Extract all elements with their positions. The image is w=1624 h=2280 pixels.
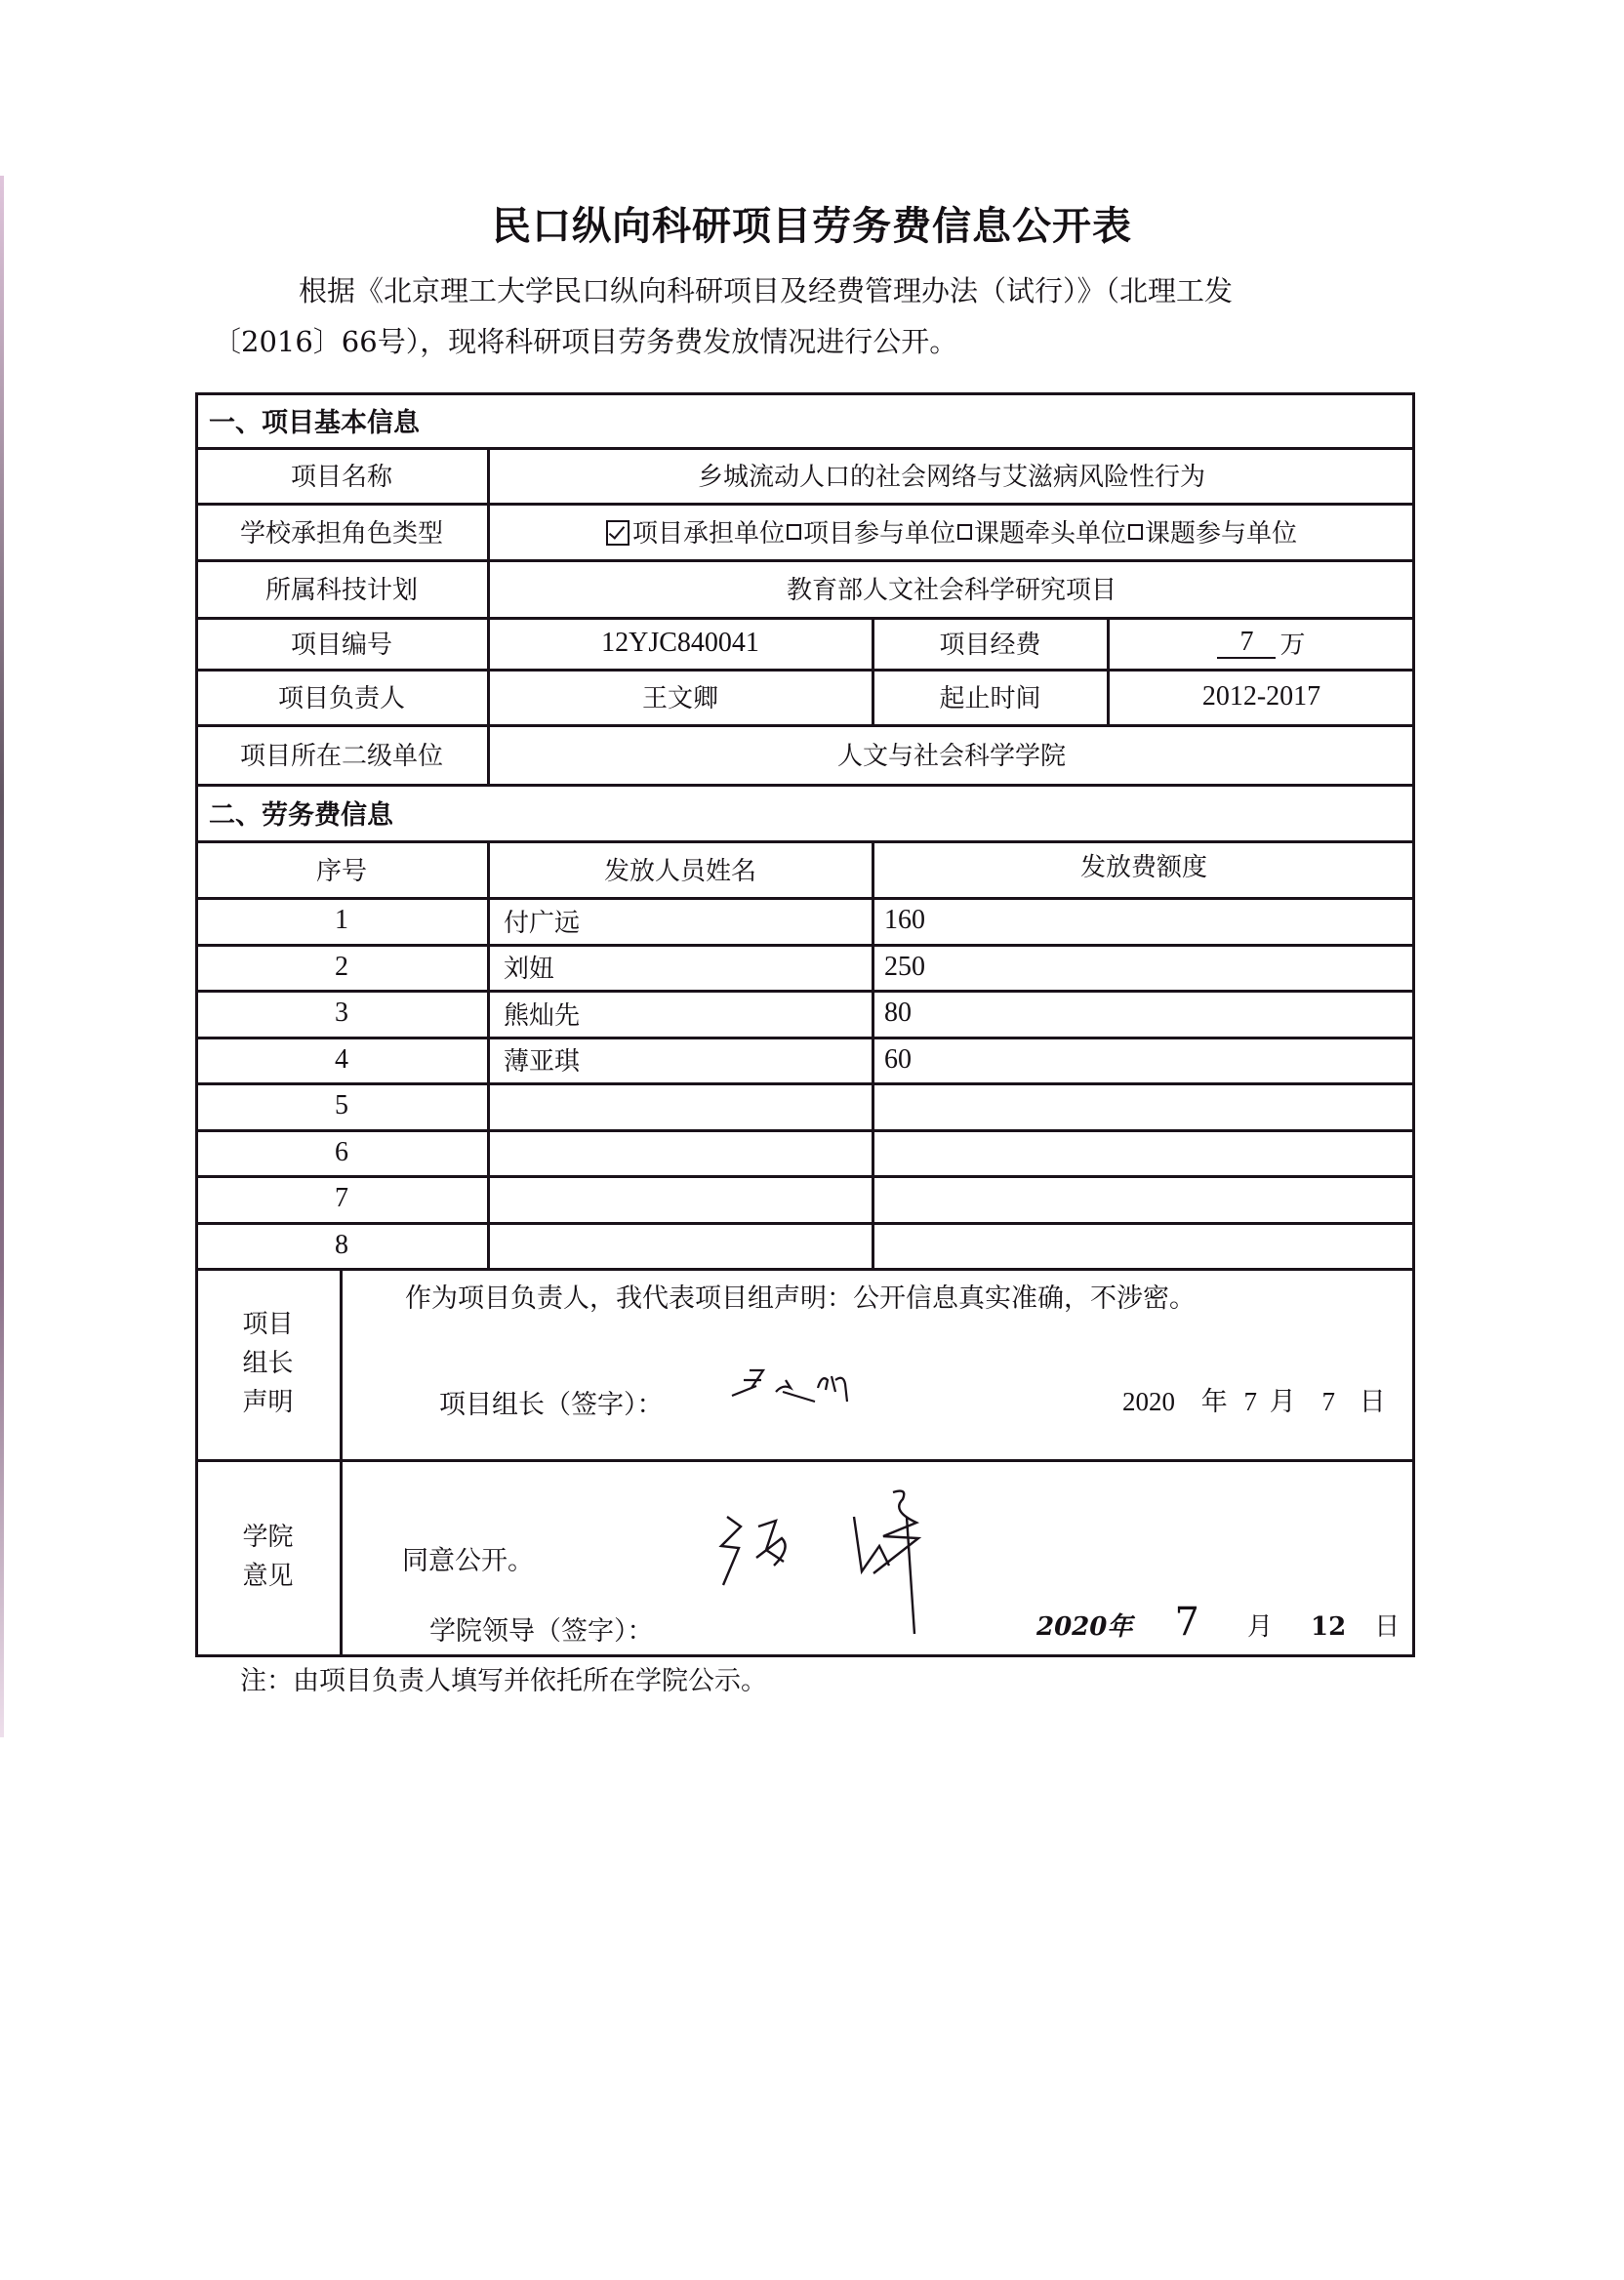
funding-value [1108, 617, 1415, 669]
border [195, 1654, 1415, 1657]
funding-label: 项目经费 [939, 631, 1041, 660]
row-no: 5 [335, 1090, 348, 1120]
decl-date-month: 7 [1243, 1387, 1257, 1416]
row-name: 熊灿先 [504, 1000, 581, 1031]
row-amount: 80 [884, 998, 912, 1028]
row-no: 6 [335, 1136, 348, 1167]
declaration-statement: 作为项目负责人，我代表项目组声明：公开信息真实准确，不涉密。 [405, 1283, 1196, 1314]
row-amount [873, 1129, 1415, 1175]
col-header-name: 发放人员姓名 [603, 856, 756, 886]
row-no: 2 [335, 951, 348, 982]
project-no-label: 项目编号 [290, 631, 392, 660]
row-amount [873, 1082, 1415, 1129]
role-option-1: 项目承担单位 [631, 518, 785, 549]
row-no: 1 [335, 905, 348, 935]
college-date-day: 12 [1311, 1612, 1347, 1642]
row-name: 付广远 [504, 908, 581, 938]
checkbox-empty-icon[interactable] [787, 524, 801, 540]
row-amount [873, 1222, 1415, 1268]
row-no: 3 [335, 998, 348, 1028]
unit-label: 项目所在二级单位 [239, 742, 443, 771]
declaration-label-line: 项目 [242, 1310, 294, 1339]
college-date-month: 7 [1174, 1600, 1199, 1645]
decl-date-day-unit: 日 [1359, 1387, 1386, 1416]
college-date-month-unit: 月 [1246, 1612, 1273, 1642]
row-amount [873, 1175, 1415, 1222]
footnote: 注：由项目负责人填写并依托所在学院公示。 [240, 1666, 767, 1696]
section2-heading: 二、劳务费信息 [209, 799, 393, 831]
row-amount: 160 [884, 905, 925, 935]
checkbox-empty-icon[interactable] [1128, 524, 1143, 540]
row-name: 薄亚琪 [504, 1047, 581, 1077]
period-label: 起止时间 [939, 684, 1041, 713]
intro-line-2: 〔2016〕66号），现将科研项目劳务费发放情况进行公开。 [213, 325, 958, 358]
intro-line-1: 根据《北京理工大学民口纵向科研项目及经费管理办法（试行）》（北理工发 [299, 274, 1234, 307]
college-leader-signature [698, 1487, 961, 1653]
decl-date-year-unit: 年 [1200, 1387, 1228, 1416]
decl-date-day: 7 [1321, 1387, 1335, 1416]
leader-label: 项目负责人 [277, 684, 405, 713]
period-value: 2012-2017 [1201, 680, 1321, 712]
row-divider [195, 1268, 1415, 1271]
col-header-amount: 发放费额度 [1079, 852, 1207, 882]
declaration-sign-label: 项目组长（签字）： [439, 1390, 664, 1420]
role-options [488, 503, 1415, 559]
row-name [488, 1129, 873, 1175]
intro-paragraph [213, 265, 1417, 367]
project-name-value: 乡城流动人口的社会网络与艾滋病风险性行为 [697, 463, 1205, 492]
plan-label: 所属科技计划 [264, 576, 418, 605]
college-sign-label: 学院领导（签字）： [429, 1616, 654, 1647]
project-no-value: 12YJC840041 [601, 627, 759, 658]
decl-date-year: 2020 [1122, 1387, 1175, 1416]
row-no: 7 [335, 1183, 348, 1213]
declaration-date [1122, 1380, 1386, 1418]
declaration-label-line: 组长 [242, 1349, 294, 1378]
college-label [195, 1459, 341, 1654]
col-header-no: 序号 [315, 856, 367, 886]
declaration-label [195, 1268, 341, 1459]
row-amount: 60 [884, 1043, 912, 1075]
checkbox-empty-icon[interactable] [957, 524, 972, 540]
row-name: 刘妞 [504, 955, 555, 984]
role-option-4: 课题参与单位 [1145, 518, 1298, 549]
row-amount: 250 [884, 951, 925, 982]
funding-amount: 7 [1217, 628, 1276, 659]
scan-edge-artifact [0, 176, 4, 1737]
funding-unit: 万 [1279, 631, 1306, 660]
info-table [195, 392, 1415, 1656]
role-label: 学校承担角色类型 [239, 518, 443, 549]
row-name [488, 1175, 873, 1222]
college-label-line: 意见 [242, 1562, 294, 1591]
row-no: 4 [335, 1043, 348, 1075]
page-title: 民口纵向科研项目劳务费信息公开表 [492, 204, 1132, 249]
declaration-label-line: 声明 [242, 1388, 294, 1417]
college-opinion: 同意公开。 [402, 1546, 534, 1576]
row-no: 8 [335, 1229, 348, 1260]
leader-value: 王文卿 [641, 684, 718, 713]
project-name-label: 项目名称 [290, 463, 392, 492]
college-date-year: 2020年 [1036, 1612, 1133, 1642]
college-date-day-unit: 日 [1374, 1612, 1401, 1642]
leader-signature [722, 1359, 869, 1407]
checkbox-checked-icon[interactable] [606, 520, 629, 546]
row-name [488, 1082, 873, 1129]
college-date [1036, 1600, 1400, 1645]
role-option-3: 课题牵头单位 [974, 518, 1127, 549]
decl-date-month-unit: 月 [1269, 1387, 1296, 1416]
unit-value: 人文与社会科学学院 [836, 742, 1066, 771]
plan-value: 教育部人文社会科学研究项目 [786, 576, 1116, 605]
row-name [488, 1222, 873, 1268]
role-option-2: 项目参与单位 [802, 518, 955, 549]
row-divider [195, 1459, 1415, 1462]
section1-heading: 一、项目基本信息 [209, 407, 420, 438]
college-label-line: 学院 [242, 1523, 294, 1552]
